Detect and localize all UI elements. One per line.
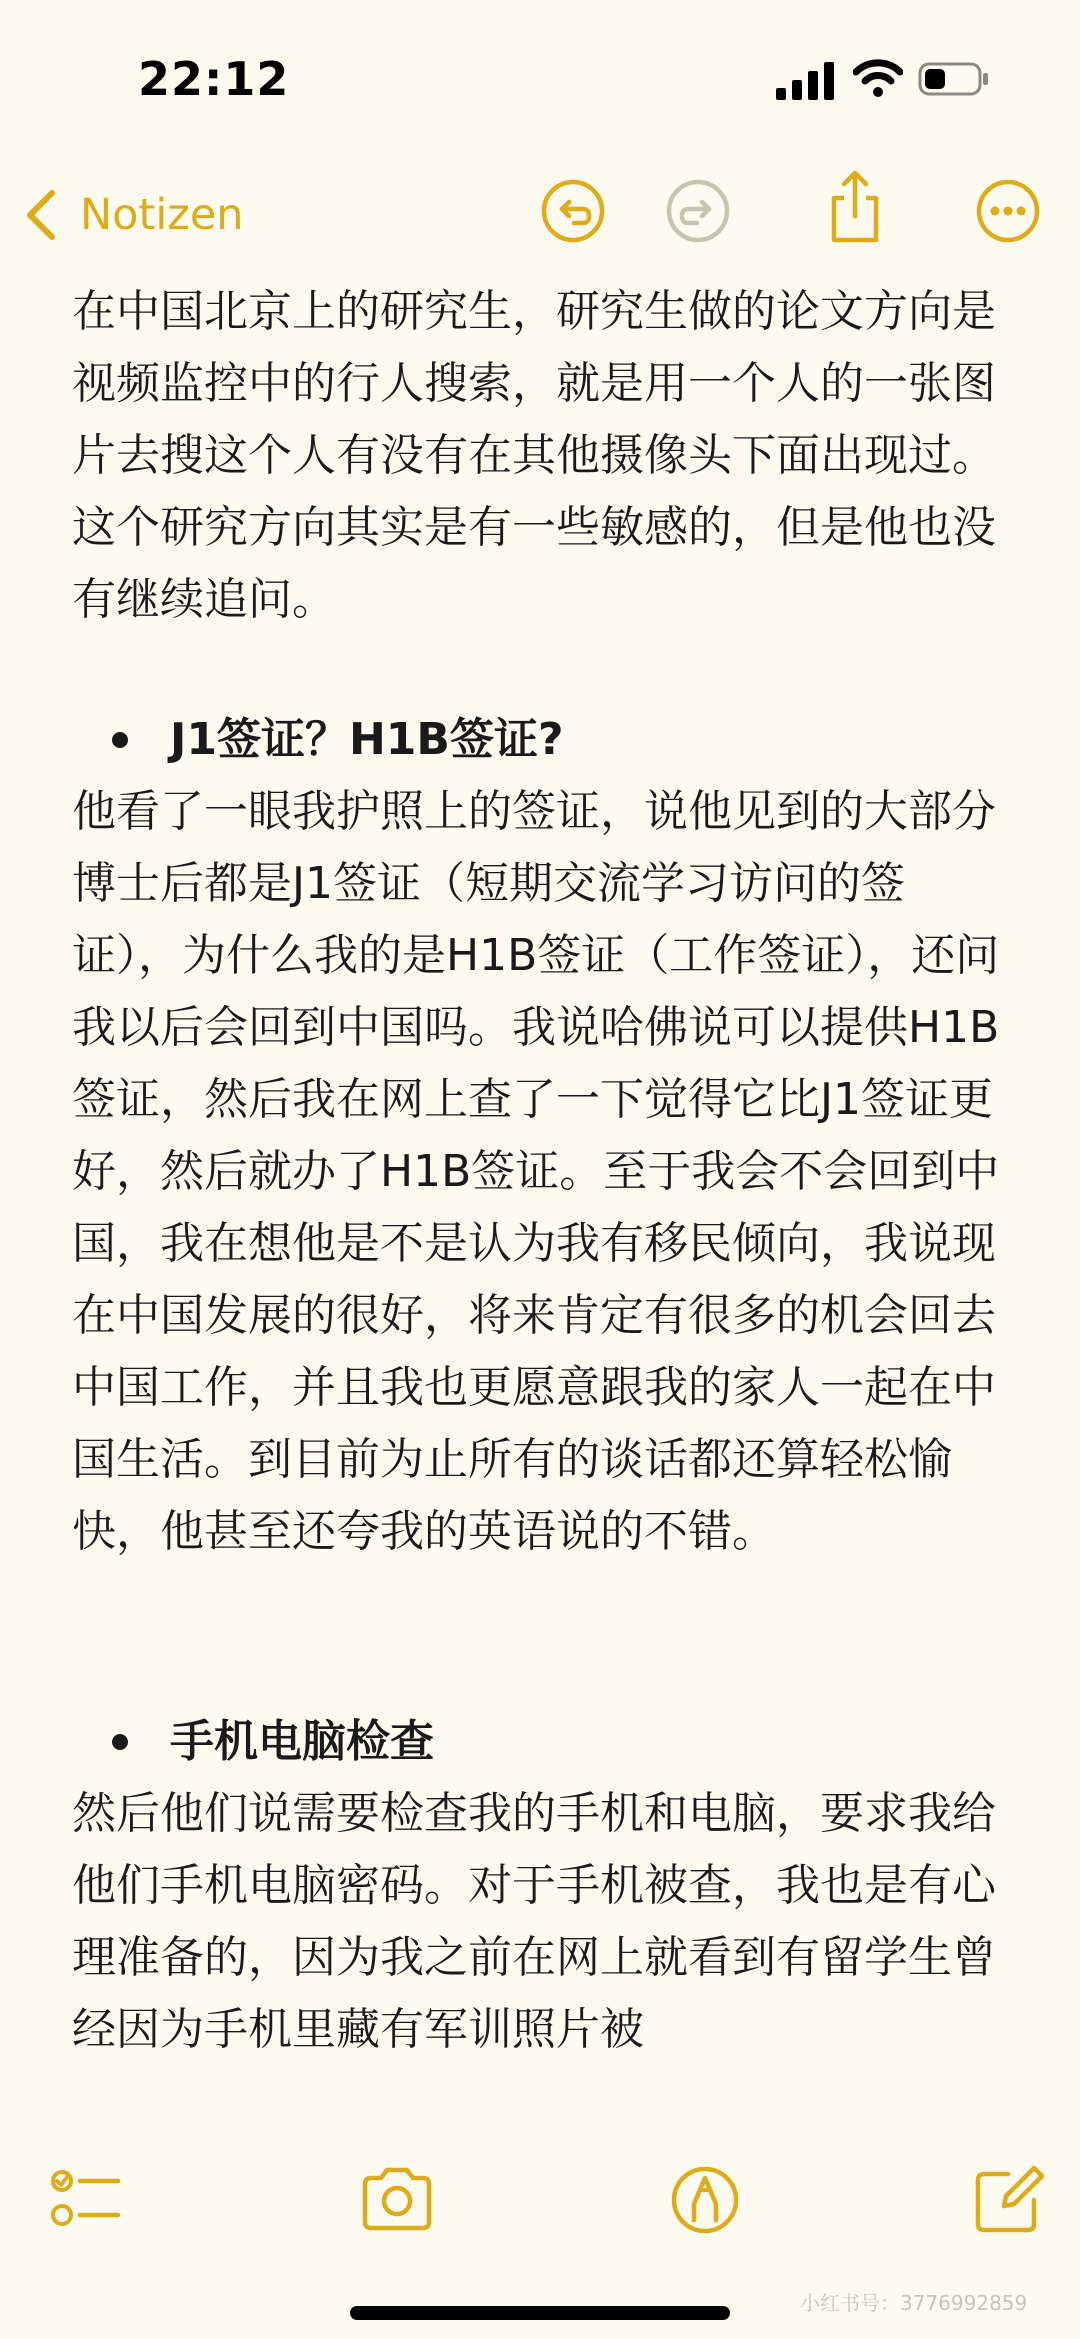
- chevron-left-icon: [22, 187, 62, 243]
- note-bullet-heading: 手机电脑检查: [72, 1706, 1012, 1778]
- markup-pen-icon[interactable]: [665, 2160, 745, 2240]
- bottom-toolbar: [0, 2160, 1080, 2260]
- camera-icon[interactable]: [357, 2160, 437, 2240]
- status-time: 22:12: [138, 52, 290, 106]
- home-indicator[interactable]: [350, 2306, 730, 2320]
- back-button[interactable]: [22, 180, 244, 250]
- note-paragraph: 他看了一眼我护照上的签证，说他见到的大部分博士后都是J1签证（短期交流学习访问的签证），为什么我的是H1B签证（工作签证），还问我以后会回到中国吗。我说哈佛说可以提供H1B签证，然后我在网上查了一下觉得它比J1签证更好，然后就办了H1B签证。至于我会不会回到中国，我在想他是不是认为我有移民倾向，我说现在中国发展的很好，将来肯定有很多的机会回去中国工作，并且我也更愿意跟我的家人一起在中国生活。到目前为止所有的谈话都还算轻松愉快，他甚至还夸我的英语说的不错。: [72, 786, 1000, 1557]
- redo-icon[interactable]: [665, 178, 731, 244]
- status-bar: [0, 0, 1080, 160]
- more-icon[interactable]: [975, 178, 1041, 244]
- nav-bar: [0, 160, 1080, 270]
- note-bullet-heading: J1签证？H1B签证?: [72, 704, 1012, 776]
- note-body[interactable]: [72, 276, 1012, 2066]
- checklist-icon[interactable]: [48, 2160, 128, 2240]
- share-icon[interactable]: [822, 168, 888, 246]
- note-paragraph: 在中国北京上的研究生，研究生做的论文方向是视频监控中的行人搜索，就是用一个人的一张图片去搜这个人有没有在其他摄像头下面出现过。这个研究方向其实是有一些敏感的，但是他也没有继续追问。: [72, 286, 996, 625]
- undo-icon[interactable]: [540, 178, 606, 244]
- back-label: Notizen: [80, 190, 244, 240]
- note-paragraph: 然后他们说需要检查我的手机和电脑，要求我给他们手机电脑密码。对于手机被查，我也是有心理准备的，因为我之前在网上就看到有留学生曾经因为手机里藏有军训照片被: [72, 1788, 996, 2055]
- watermark-text: 小红书号：3776992859: [800, 2291, 1028, 2315]
- battery-icon: [918, 60, 990, 98]
- cellular-signal-icon: [776, 62, 836, 100]
- compose-icon[interactable]: [968, 2160, 1048, 2240]
- wifi-icon: [853, 58, 903, 98]
